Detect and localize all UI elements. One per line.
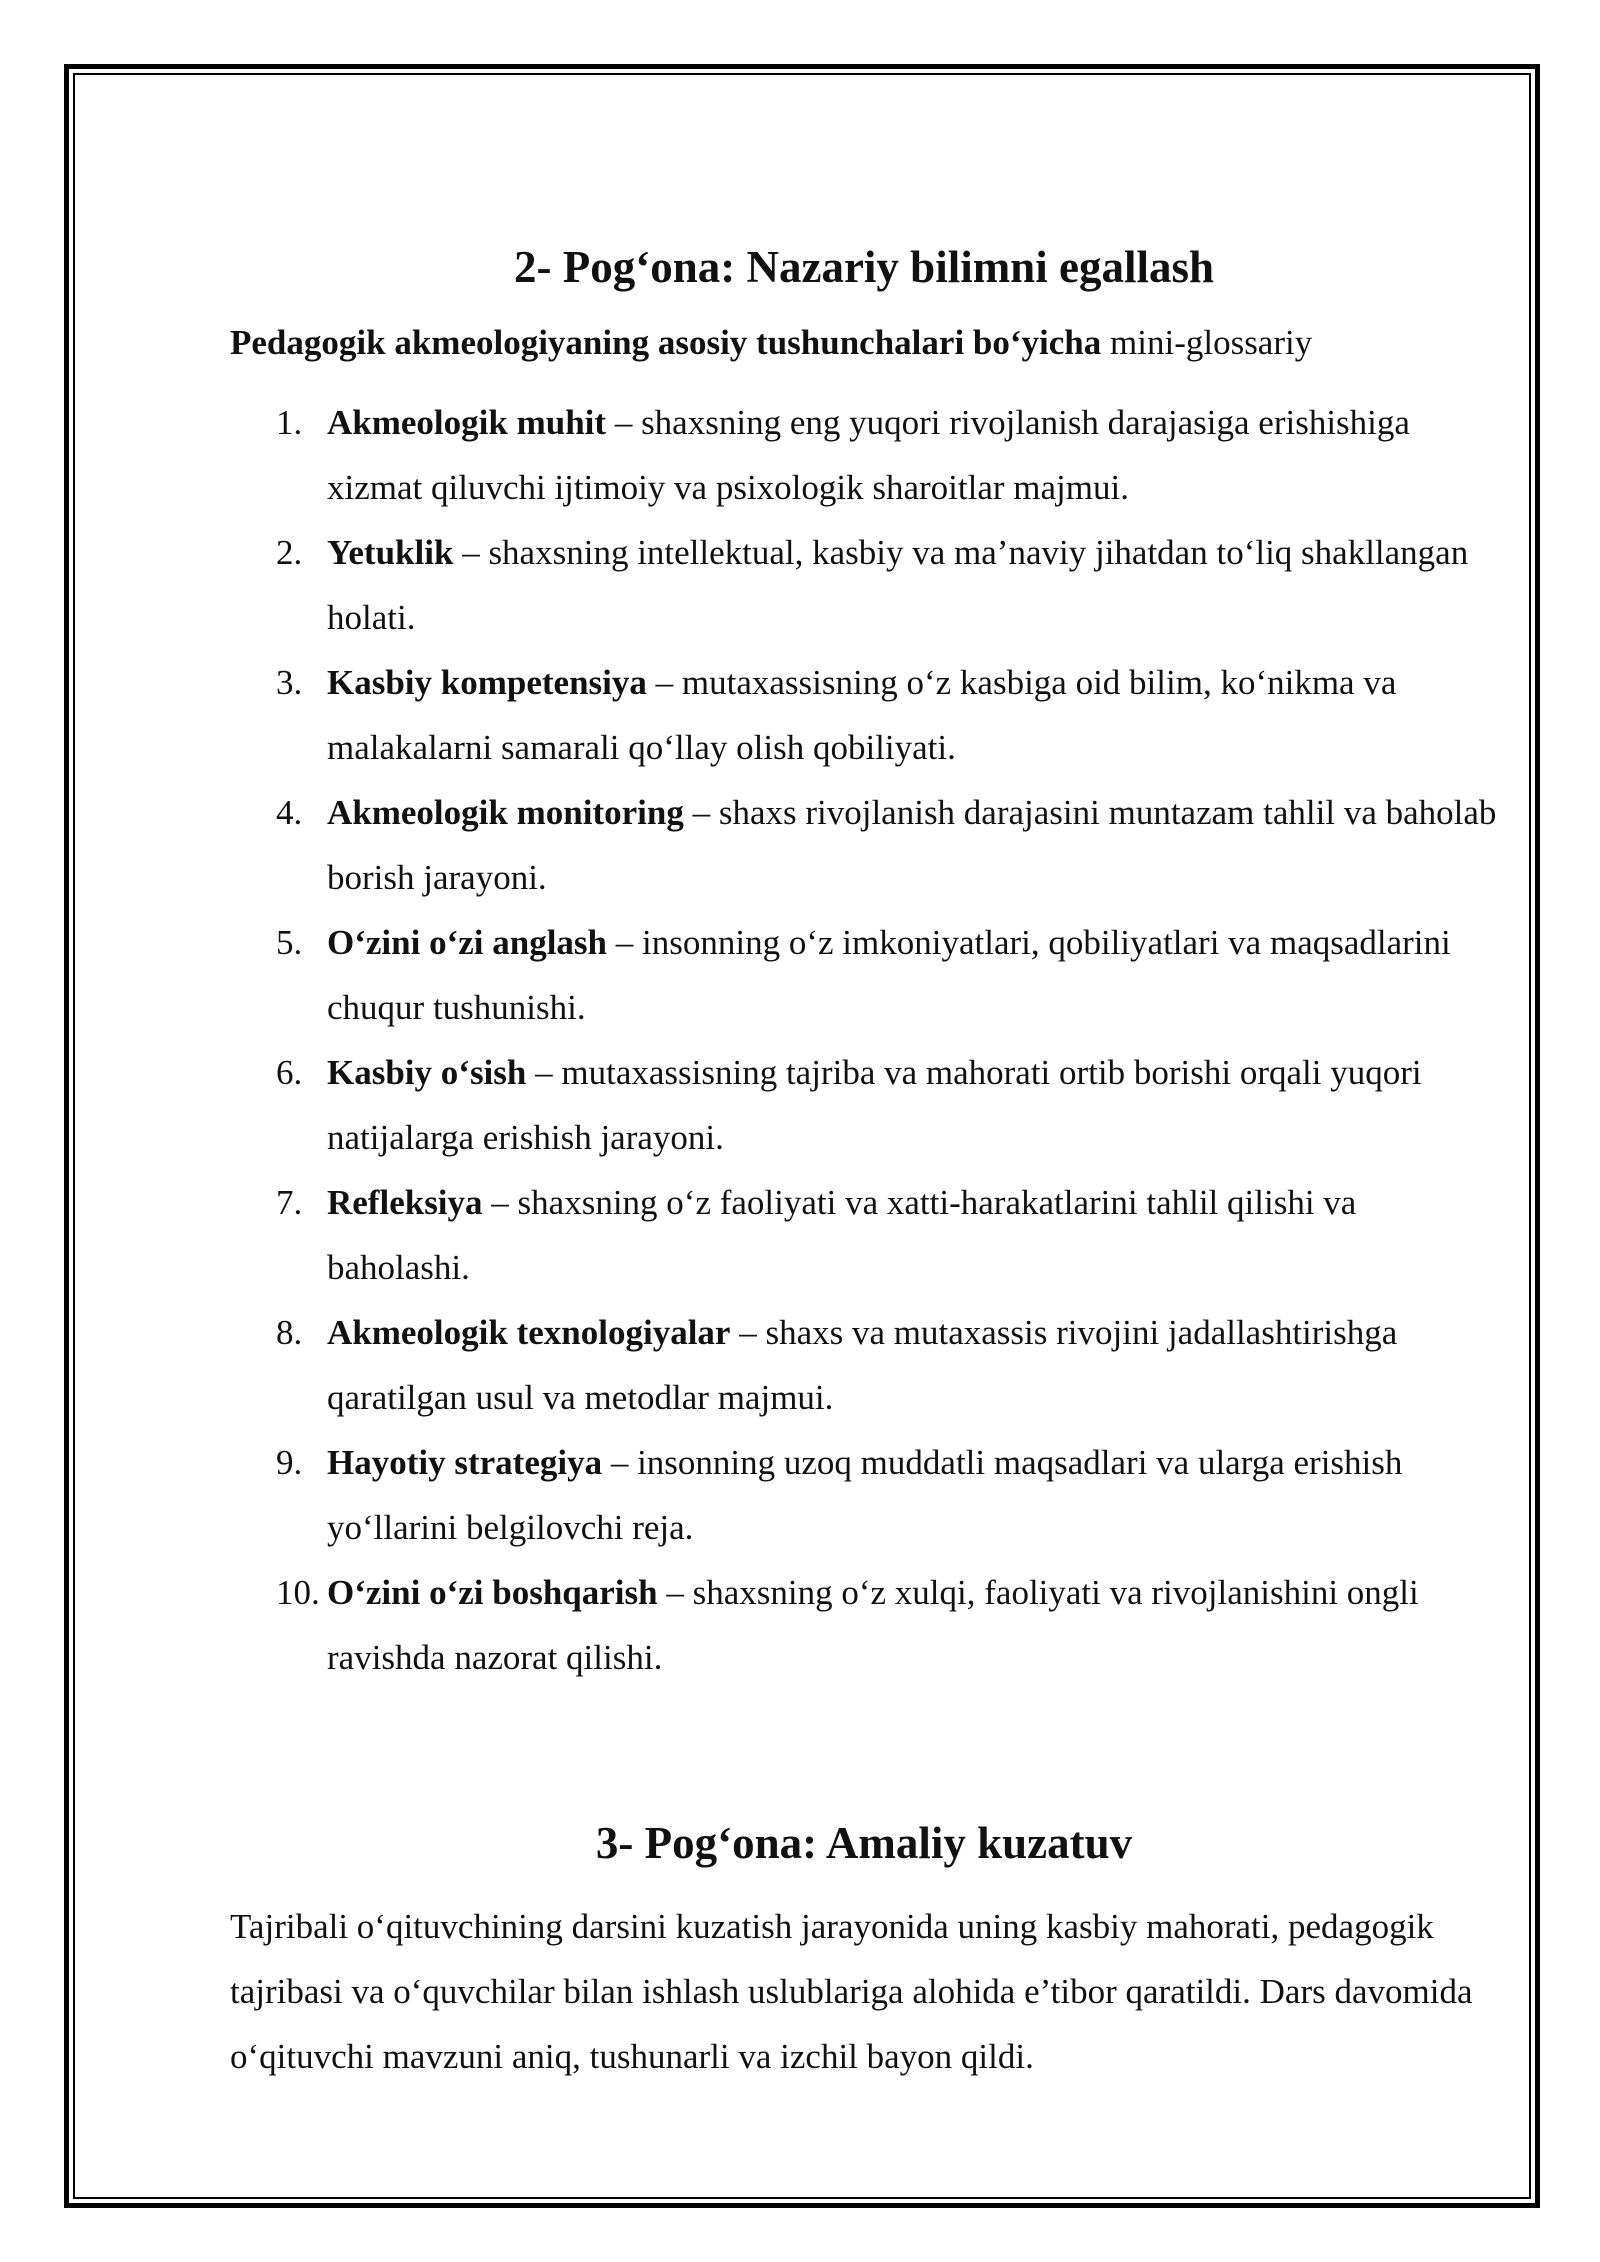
glossary-term: Akmeologik muhit <box>327 403 607 442</box>
glossary-definition: – shaxs va mutaxassis rivojini jadallashtirishga qaratilgan usul va metodlar majmui. <box>327 1313 1398 1417</box>
glossary-term: Refleksiya <box>327 1183 483 1222</box>
glossary-definition: – shaxsning eng yuqori rivojlanish darajasiga erishishiga xizmat qiluvchi ijtimoiy va psixologik sharoitlar majmui. <box>327 403 1410 507</box>
glossary-subtitle-rest: mini-glossariy <box>1101 323 1313 362</box>
glossary-item <box>230 520 1498 650</box>
glossary-item-number: 4. <box>276 793 303 832</box>
glossary-term: O‘zini o‘zi boshqarish <box>327 1573 658 1612</box>
glossary-item-number: 1. <box>276 403 303 442</box>
glossary-item-number: 10. <box>276 1573 320 1612</box>
glossary-item-number: 9. <box>276 1443 303 1482</box>
glossary-definition: – mutaxassisning tajriba va mahorati ortib borishi orqali yuqori natijalarga erishish jarayoni. <box>327 1053 1422 1157</box>
glossary-item <box>230 1430 1498 1560</box>
glossary-term: Akmeologik texnologiyalar <box>327 1313 731 1352</box>
glossary-definition: – mutaxassisning o‘z kasbiga oid bilim, ko‘nikma va malakalarni samarali qo‘llay olish qobiliyati. <box>327 663 1397 767</box>
glossary-term: O‘zini o‘zi anglash <box>327 923 608 962</box>
glossary-list <box>230 390 1498 1690</box>
glossary-term: Hayotiy strategiya <box>327 1443 603 1482</box>
glossary-definition: – shaxsning intellektual, kasbiy va ma’naviy jihatdan to‘liq shakllangan holati. <box>327 533 1469 637</box>
glossary-term: Kasbiy o‘sish <box>327 1053 527 1092</box>
glossary-term: Akmeologik monitoring <box>327 793 684 832</box>
section-3-heading: 3- Pog‘ona: Amaliy kuzatuv <box>595 1818 1133 1868</box>
glossary-item <box>230 390 1498 520</box>
glossary-item-number: 8. <box>276 1313 303 1352</box>
section-spacer <box>230 1690 1498 1814</box>
glossary-item <box>230 650 1498 780</box>
glossary-definition: – shaxsning o‘z xulqi, faoliyati va rivojlanishini ongli ravishda nazorat qilishi. <box>327 1573 1419 1677</box>
glossary-subtitle <box>230 320 1498 366</box>
glossary-item <box>230 1300 1498 1430</box>
section-2-heading: 2- Pog‘ona: Nazariy bilimni egallash <box>514 242 1214 292</box>
glossary-definition: – shaxsning o‘z faoliyati va xatti-harakatlarini tahlil qilishi va baholashi. <box>327 1183 1357 1287</box>
glossary-term: Kasbiy kompetensiya <box>327 663 647 702</box>
glossary-item <box>230 1040 1498 1170</box>
glossary-definition: – shaxs rivojlanish darajasini muntazam tahlil va baholab borish jarayoni. <box>327 793 1497 897</box>
glossary-subtitle-bold: Pedagogik akmeologiyaning asosiy tushunchalari bo‘yicha <box>230 323 1102 362</box>
glossary-item-number: 7. <box>276 1183 303 1222</box>
glossary-item <box>230 1170 1498 1300</box>
glossary-item <box>230 1560 1498 1690</box>
document-body <box>230 238 1498 2089</box>
glossary-item-number: 2. <box>276 533 303 572</box>
observation-paragraph: Tajribali o‘qituvchining darsini kuzatish jarayonida uning kasbiy mahorati, pedagogik tajribasi va o‘quvchilar bilan ishlash uslublariga alohida e’tibor qaratildi. Dars davomida o‘qituvchi mavzuni aniq, tushunarli va izchil bayon qildi. <box>230 1907 1473 2076</box>
glossary-item-number: 6. <box>276 1053 303 1092</box>
glossary-item <box>230 780 1498 910</box>
glossary-item-number: 5. <box>276 923 303 962</box>
glossary-definition: – insonning o‘z imkoniyatlari, qobiliyatlari va maqsadlarini chuqur tushunishi. <box>327 923 1451 1027</box>
glossary-item <box>230 910 1498 1040</box>
glossary-definition: – insonning uzoq muddatli maqsadlari va ularga erishish yo‘llarini belgilovchi reja. <box>327 1443 1403 1547</box>
glossary-item-number: 3. <box>276 663 303 702</box>
glossary-term: Yetuklik <box>327 533 454 572</box>
